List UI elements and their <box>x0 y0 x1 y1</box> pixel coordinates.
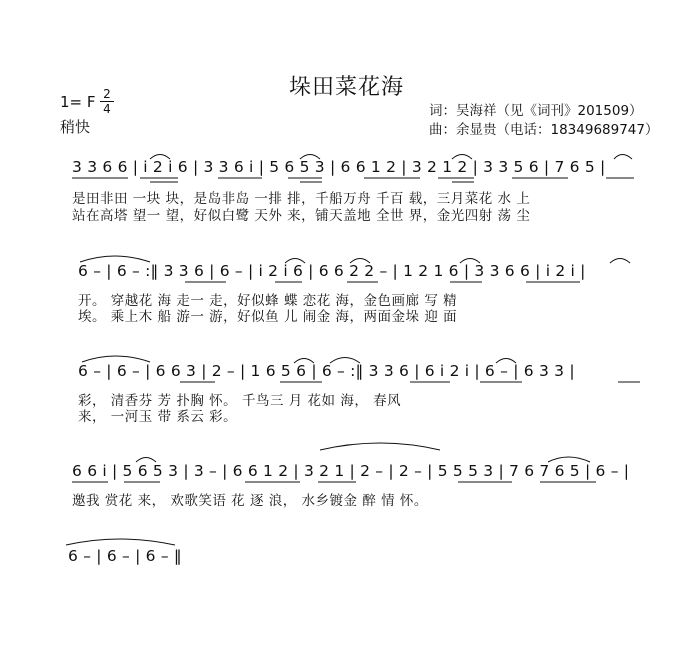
song-title: 垛田菜花海 <box>288 75 404 100</box>
lyric-line-3-verse-1: 彩， 清香芬 芳 扑胸 怀。 千鸟三 月 花如 海， 春风 <box>78 393 402 409</box>
time-signature-bottom: 4 <box>103 102 111 116</box>
composer-credit: 曲：余显贵（电话：18349689747） <box>429 122 659 138</box>
key-signature: 1= F <box>60 93 96 111</box>
lyric-line-2-verse-2: 埃。 乘上木 船 游一 游，好似鱼 儿 闹金 海，两面金垛 迎 面 <box>78 309 458 325</box>
lyric-line-2-verse-1: 开。 穿越花 海 走一 走，好似蜂 蝶 恋花 海，金色画廊 写 精 <box>78 293 458 309</box>
time-signature-top: 2 <box>103 87 111 101</box>
lyric-line-1-verse-1: 是田非田 一块 块，是岛非岛 一排 排，千船万舟 千百 载，三月菜花 水 上 <box>72 191 531 207</box>
tempo-marking: 稍快 <box>60 118 91 136</box>
lyricist-credit: 词：吴海祥（见《词刊》201509） <box>429 103 643 119</box>
notation-line-2: 6 – | 6 – :‖ 3 3 6 | 6 – | i 2 i 6 | 6 6 2 2 – | 1 2 1 6 | 3 3 6 6 | i 2 i | <box>78 262 586 280</box>
lyric-line-3-verse-2: 来， 一河玉 带 系云 彩。 <box>78 409 238 425</box>
notation-line-5: 6 – | 6 – | 6 – ‖ <box>68 547 182 565</box>
notation-line-4: 6 6 i | 5 6 5 3 | 3 – | 6 6 1 2 | 3 2 1 | 2 – | 2 – | 5 5 5 3 | 7 6 7 6 5 | 6 – | <box>72 462 630 480</box>
notation-line-3: 6 – | 6 – | 6 6 3 | 2 – | 1 6 5 6 | 6 – :‖ 3 3 6 | 6 i 2 i | 6 – | 6 3 3 | <box>78 362 575 380</box>
lyric-line-1-verse-2: 站在高塔 望一 望，好似白鹭 天外 来，铺天盖地 全世 界，金光四射 荡 尘 <box>72 208 531 224</box>
notation-line-1: 3 3 6 6 | i 2 i 6 | 3 3 6 i | 5 6 5 3 | 6 6 1 2 | 3 2 1 2 | 3 3 5 6 | 7 6 5 | <box>72 158 606 176</box>
lyric-line-4-verse-1: 邀我 赏花 来， 欢歌笑语 花 逐 浪， 水乡镀金 醉 情 怀。 <box>72 493 428 509</box>
